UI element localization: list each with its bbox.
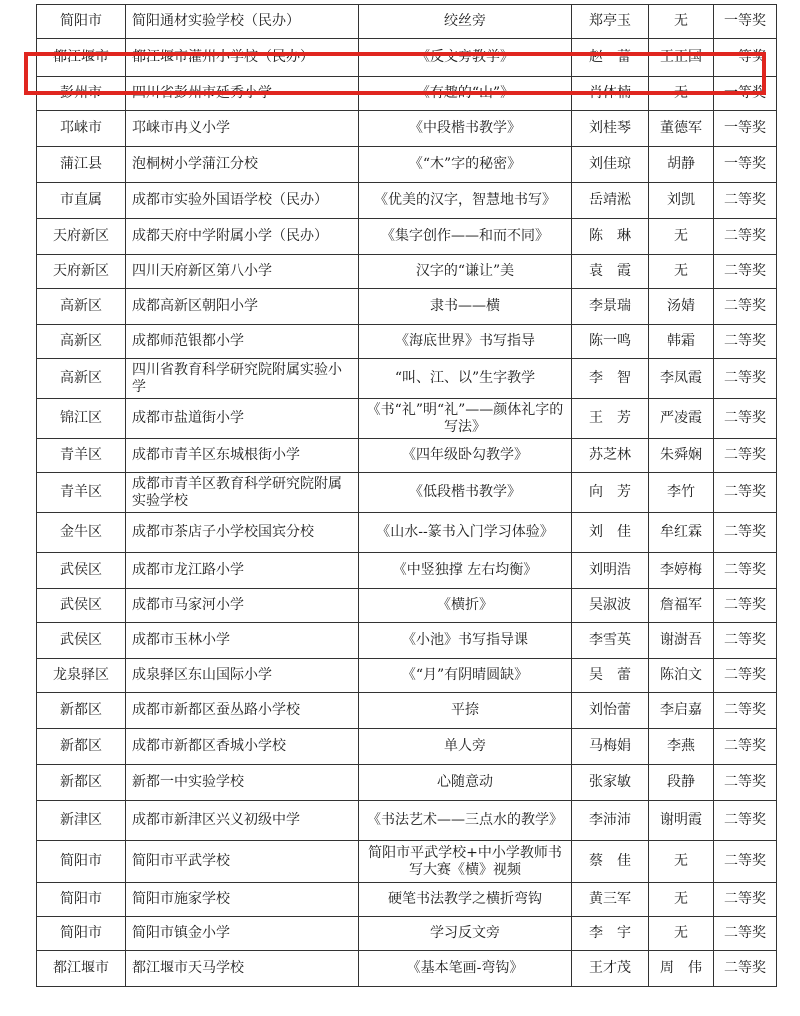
award-cell: 二等奖 <box>714 623 777 659</box>
award-cell: 二等奖 <box>714 473 777 513</box>
award-cell: 一等奖 <box>714 5 777 39</box>
work-title-cell: 《集字创作——和而不同》 <box>359 219 572 255</box>
table-row <box>37 951 777 987</box>
district-cell: 武侯区 <box>37 623 126 659</box>
award-cell: 二等奖 <box>714 325 777 359</box>
teacher-cell: 吴淑波 <box>572 589 649 623</box>
award-cell: 二等奖 <box>714 729 777 765</box>
table-row <box>37 553 777 589</box>
work-title-cell: 《山水--篆书入门学习体验》 <box>359 513 572 553</box>
school-cell: 成都市茶店子小学校国宾分校 <box>126 513 359 553</box>
district-cell: 邛崃市 <box>37 111 126 147</box>
table-row <box>37 765 777 801</box>
teacher-cell: 王才茂 <box>572 951 649 987</box>
school-cell: 成都市盐道街小学 <box>126 399 359 439</box>
work-title-cell: 单人旁 <box>359 729 572 765</box>
teacher-cell: 刘明浩 <box>572 553 649 589</box>
work-title-cell: 《“木”字的秘密》 <box>359 147 572 183</box>
award-cell: 二等奖 <box>714 801 777 841</box>
mentor-cell: 韩霜 <box>649 325 714 359</box>
mentor-cell: 李启嘉 <box>649 693 714 729</box>
mentor-cell: 李婷梅 <box>649 553 714 589</box>
district-cell: 天府新区 <box>37 219 126 255</box>
table-row <box>37 473 777 513</box>
work-title-cell: 《反文旁教学》 <box>359 39 572 77</box>
work-title-cell: 汉字的“谦让”美 <box>359 255 572 289</box>
work-title-cell: “叫、江、以”生字教学 <box>359 359 572 399</box>
district-cell: 金牛区 <box>37 513 126 553</box>
school-cell: 简阳市施家学校 <box>126 883 359 917</box>
work-title-cell: 《横折》 <box>359 589 572 623</box>
district-cell: 天府新区 <box>37 255 126 289</box>
mentor-cell: 严凌霞 <box>649 399 714 439</box>
award-cell: 一等奖 <box>714 111 777 147</box>
school-cell: 都江堰市灌州小学校（民办） <box>126 39 359 77</box>
mentor-cell: 无 <box>649 255 714 289</box>
school-cell: 成都市马家河小学 <box>126 589 359 623</box>
award-cell: 二等奖 <box>714 693 777 729</box>
mentor-cell: 周 伟 <box>649 951 714 987</box>
district-cell: 都江堰市 <box>37 39 126 77</box>
table-row <box>37 917 777 951</box>
table-row <box>37 5 777 39</box>
table-row <box>37 289 777 325</box>
table-row <box>37 659 777 693</box>
award-cell: 二等奖 <box>714 255 777 289</box>
work-title-cell: 《海底世界》书写指导 <box>359 325 572 359</box>
work-title-cell: 学习反文旁 <box>359 917 572 951</box>
teacher-cell: 李景瑞 <box>572 289 649 325</box>
award-cell: 二等奖 <box>714 659 777 693</box>
work-title-cell: 《“月”有阴晴圆缺》 <box>359 659 572 693</box>
table-row <box>37 439 777 473</box>
award-table-body <box>37 5 777 987</box>
district-cell: 彭州市 <box>37 77 126 111</box>
district-cell: 都江堰市 <box>37 951 126 987</box>
school-cell: 成都市玉林小学 <box>126 623 359 659</box>
school-cell: 泡桐树小学蒲江分校 <box>126 147 359 183</box>
school-cell: 成都市新都区香城小学校 <box>126 729 359 765</box>
teacher-cell: 李沛沛 <box>572 801 649 841</box>
mentor-cell: 王正国 <box>649 39 714 77</box>
teacher-cell: 向 芳 <box>572 473 649 513</box>
work-title-cell: 《有趣的“山”》 <box>359 77 572 111</box>
table-row <box>37 111 777 147</box>
district-cell: 青羊区 <box>37 439 126 473</box>
school-cell: 四川省彭州市延秀小学 <box>126 77 359 111</box>
award-cell: 二等奖 <box>714 219 777 255</box>
teacher-cell: 马梅娟 <box>572 729 649 765</box>
school-cell: 成都市实验外国语学校（民办） <box>126 183 359 219</box>
table-row <box>37 325 777 359</box>
mentor-cell: 朱舜娴 <box>649 439 714 473</box>
school-cell: 成泉驿区东山国际小学 <box>126 659 359 693</box>
award-cell: 二等奖 <box>714 553 777 589</box>
district-cell: 武侯区 <box>37 589 126 623</box>
school-cell: 简阳通材实验学校（民办） <box>126 5 359 39</box>
district-cell: 龙泉驿区 <box>37 659 126 693</box>
district-cell: 新都区 <box>37 729 126 765</box>
award-cell: 二等奖 <box>714 359 777 399</box>
work-title-cell: 《中段楷书教学》 <box>359 111 572 147</box>
district-cell: 市直属 <box>37 183 126 219</box>
table-row <box>37 219 777 255</box>
work-title-cell: 《基本笔画-弯钩》 <box>359 951 572 987</box>
teacher-cell: 陈一鸣 <box>572 325 649 359</box>
district-cell: 简阳市 <box>37 841 126 883</box>
mentor-cell: 李竹 <box>649 473 714 513</box>
district-cell: 简阳市 <box>37 5 126 39</box>
mentor-cell: 无 <box>649 5 714 39</box>
mentor-cell: 无 <box>649 77 714 111</box>
work-title-cell: 《中竖独撑 左右均衡》 <box>359 553 572 589</box>
school-cell: 成都天府中学附属小学（民办） <box>126 219 359 255</box>
mentor-cell: 无 <box>649 917 714 951</box>
school-cell: 成都高新区朝阳小学 <box>126 289 359 325</box>
teacher-cell: 李雪英 <box>572 623 649 659</box>
teacher-cell: 李 智 <box>572 359 649 399</box>
teacher-cell: 刘怡蕾 <box>572 693 649 729</box>
teacher-cell: 李 宇 <box>572 917 649 951</box>
award-cell: 二等奖 <box>714 183 777 219</box>
mentor-cell: 刘凯 <box>649 183 714 219</box>
teacher-cell: 苏芝林 <box>572 439 649 473</box>
school-cell: 成都市青羊区东城根街小学 <box>126 439 359 473</box>
district-cell: 青羊区 <box>37 473 126 513</box>
work-title-cell: 《四年级卧勾教学》 <box>359 439 572 473</box>
work-title-cell: 《书“礼”明“礼”——颜体礼字的写法》 <box>359 399 572 439</box>
award-cell: 二等奖 <box>714 399 777 439</box>
work-title-cell: 隶书——横 <box>359 289 572 325</box>
table-row <box>37 623 777 659</box>
work-title-cell: 绞丝旁 <box>359 5 572 39</box>
table-row <box>37 841 777 883</box>
work-title-cell: 平捺 <box>359 693 572 729</box>
award-cell: 二等奖 <box>714 951 777 987</box>
work-title-cell: 《低段楷书教学》 <box>359 473 572 513</box>
mentor-cell: 无 <box>649 219 714 255</box>
teacher-cell: 张家敏 <box>572 765 649 801</box>
award-cell: 二等奖 <box>714 589 777 623</box>
school-cell: 简阳市镇金小学 <box>126 917 359 951</box>
teacher-cell: 袁 霞 <box>572 255 649 289</box>
work-title-cell: 硬笔书法教学之横折弯钩 <box>359 883 572 917</box>
award-cell: 一等奖 <box>714 147 777 183</box>
table-row <box>37 77 777 111</box>
district-cell: 新都区 <box>37 765 126 801</box>
work-title-cell: 《小池》书写指导课 <box>359 623 572 659</box>
mentor-cell: 李凤霞 <box>649 359 714 399</box>
table-row <box>37 729 777 765</box>
mentor-cell: 李燕 <box>649 729 714 765</box>
district-cell: 蒲江县 <box>37 147 126 183</box>
mentor-cell: 胡静 <box>649 147 714 183</box>
table-row <box>37 883 777 917</box>
teacher-cell: 赵 蕾 <box>572 39 649 77</box>
award-cell: 二等奖 <box>714 883 777 917</box>
table-row <box>37 801 777 841</box>
award-cell: 二等奖 <box>714 513 777 553</box>
award-cell: 二等奖 <box>714 917 777 951</box>
table-row <box>37 255 777 289</box>
table-row <box>37 513 777 553</box>
teacher-cell: 陈 琳 <box>572 219 649 255</box>
mentor-cell: 汤婧 <box>649 289 714 325</box>
district-cell: 高新区 <box>37 289 126 325</box>
school-cell: 简阳市平武学校 <box>126 841 359 883</box>
district-cell: 高新区 <box>37 359 126 399</box>
work-title-cell: 《书法艺术——三点水的教学》 <box>359 801 572 841</box>
school-cell: 成都师范银都小学 <box>126 325 359 359</box>
school-cell: 邛崃市冉义小学 <box>126 111 359 147</box>
mentor-cell: 谢澍吾 <box>649 623 714 659</box>
teacher-cell: 刘佳琼 <box>572 147 649 183</box>
award-table <box>36 4 777 987</box>
teacher-cell: 蔡 佳 <box>572 841 649 883</box>
school-cell: 四川省教育科学研究院附属实验小学 <box>126 359 359 399</box>
district-cell: 新都区 <box>37 693 126 729</box>
work-title-cell: 简阳市平武学校+中小学教师书写大赛《横》视频 <box>359 841 572 883</box>
school-cell: 四川天府新区第八小学 <box>126 255 359 289</box>
award-cell: 二等奖 <box>714 289 777 325</box>
teacher-cell: 岳靖淞 <box>572 183 649 219</box>
table-row <box>37 399 777 439</box>
school-cell: 成都市新都区蚕丛路小学校 <box>126 693 359 729</box>
mentor-cell: 董德军 <box>649 111 714 147</box>
mentor-cell: 谢明霞 <box>649 801 714 841</box>
district-cell: 高新区 <box>37 325 126 359</box>
school-cell: 成都市新津区兴义初级中学 <box>126 801 359 841</box>
mentor-cell: 无 <box>649 883 714 917</box>
work-title-cell: 《优美的汉字，智慧地书写》 <box>359 183 572 219</box>
teacher-cell: 黄三军 <box>572 883 649 917</box>
mentor-cell: 牟红霖 <box>649 513 714 553</box>
school-cell: 都江堰市天马学校 <box>126 951 359 987</box>
mentor-cell: 段静 <box>649 765 714 801</box>
school-cell: 新都一中实验学校 <box>126 765 359 801</box>
district-cell: 武侯区 <box>37 553 126 589</box>
school-cell: 成都市龙江路小学 <box>126 553 359 589</box>
table-row <box>37 359 777 399</box>
award-cell: 二等奖 <box>714 439 777 473</box>
teacher-cell: 肖体楠 <box>572 77 649 111</box>
teacher-cell: 刘桂琴 <box>572 111 649 147</box>
district-cell: 新津区 <box>37 801 126 841</box>
district-cell: 简阳市 <box>37 883 126 917</box>
work-title-cell: 心随意动 <box>359 765 572 801</box>
table-row <box>37 147 777 183</box>
table-row <box>37 183 777 219</box>
district-cell: 锦江区 <box>37 399 126 439</box>
award-cell: 二等奖 <box>714 765 777 801</box>
school-cell: 成都市青羊区教育科学研究院附属实验学校 <box>126 473 359 513</box>
mentor-cell: 詹福军 <box>649 589 714 623</box>
award-cell: 一等奖 <box>714 39 777 77</box>
teacher-cell: 刘 佳 <box>572 513 649 553</box>
table-row <box>37 589 777 623</box>
mentor-cell: 无 <box>649 841 714 883</box>
table-row <box>37 39 777 77</box>
district-cell: 简阳市 <box>37 917 126 951</box>
mentor-cell: 陈泊文 <box>649 659 714 693</box>
teacher-cell: 郑亭玉 <box>572 5 649 39</box>
award-cell: 二等奖 <box>714 841 777 883</box>
teacher-cell: 吴 蕾 <box>572 659 649 693</box>
table-row <box>37 693 777 729</box>
teacher-cell: 王 芳 <box>572 399 649 439</box>
award-cell: 一等奖 <box>714 77 777 111</box>
